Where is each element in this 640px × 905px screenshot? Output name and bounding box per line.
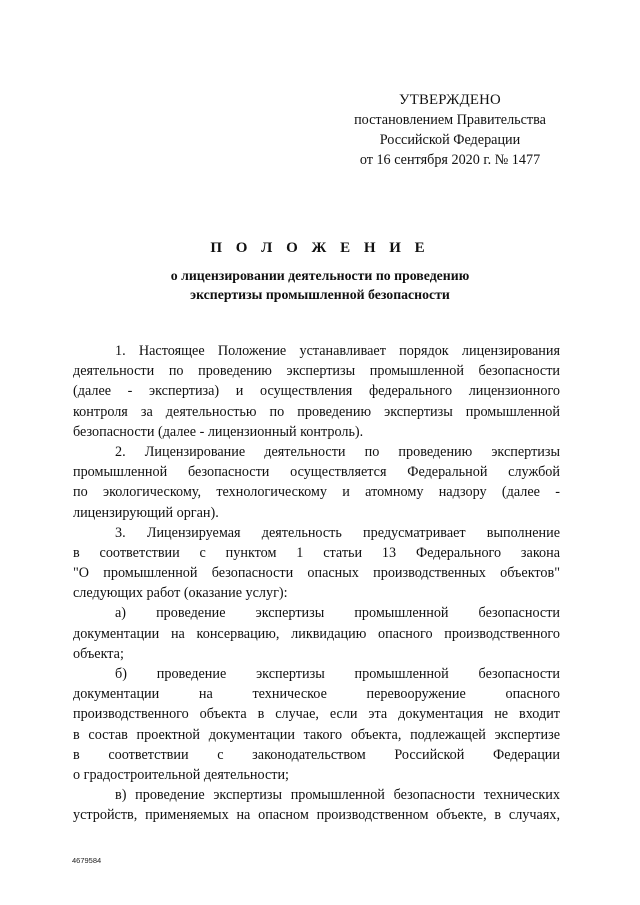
- body-line: промышленной безопасности осуществляется Федеральной службой: [73, 464, 560, 481]
- document-body: [73, 341, 560, 826]
- body-line: в соответствии с законодательством Российской Федерации: [73, 746, 560, 763]
- body-line: контроля за деятельностью по проведению экспертизы промышленной: [73, 403, 560, 420]
- body-line: в состав проектной документации такого объекта, подлежащей экспертизе: [73, 726, 560, 743]
- body-line: производственного объекта в случае, если эта документация не входит: [73, 706, 560, 723]
- approval-stamp: [340, 90, 560, 170]
- approval-date-number: от 16 сентября 2020 г. № 1477: [359, 152, 541, 168]
- body-line: по экологическому, технологическому и атомному надзору (далее -: [73, 484, 560, 501]
- document-subtitle: [0, 266, 640, 304]
- body-line: деятельности по проведению экспертизы промышленной безопасности: [73, 363, 560, 380]
- body-line: безопасности (далее - лицензионный контроль).: [73, 423, 364, 440]
- body-line: документации на консервацию, ликвидацию опасного производственного: [73, 625, 560, 642]
- body-line: "О промышленной безопасности опасных производственных объектов": [73, 565, 560, 582]
- body-line: документации на техническое перевооружение опасного: [73, 686, 560, 703]
- document-code: 4679584: [72, 856, 102, 865]
- approval-issuer: постановлением Правительства: [354, 112, 546, 128]
- body-line: лицензирующий орган).: [73, 504, 219, 521]
- body-line: а) проведение экспертизы промышленной безопасности: [115, 605, 560, 622]
- body-line: устройств, применяемых на опасном производственном объекте, в случаях,: [73, 807, 560, 824]
- body-line: 1. Настоящее Положение устанавливает порядок лицензирования: [115, 343, 560, 359]
- body-line: объекта;: [73, 645, 124, 662]
- document-title: П О Л О Ж Е Н И Е: [210, 240, 430, 256]
- approval-title: УТВЕРЖДЕНО: [399, 92, 501, 108]
- body-line: б) проведение экспертизы промышленной безопасности: [115, 666, 560, 682]
- subtitle-line: экспертизы промышленной безопасности: [190, 287, 450, 302]
- body-line: о градостроительной деятельности;: [73, 766, 289, 783]
- body-line: (далее - экспертиза) и осуществления федерального лицензионного: [73, 383, 560, 400]
- body-line: следующих работ (оказание услуг):: [73, 585, 288, 602]
- body-line: в) проведение экспертизы промышленной безопасности технических: [115, 787, 560, 804]
- subtitle-line: о лицензировании деятельности по проведению: [170, 268, 470, 283]
- body-line: 2. Лицензирование деятельности по проведению экспертизы: [115, 443, 560, 460]
- approval-country: Российской Федерации: [379, 132, 521, 148]
- body-line: в соответствии с пунктом 1 статьи 13 Федерального закона: [73, 544, 560, 561]
- body-line: 3. Лицензируемая деятельность предусматривает выполнение: [115, 524, 560, 541]
